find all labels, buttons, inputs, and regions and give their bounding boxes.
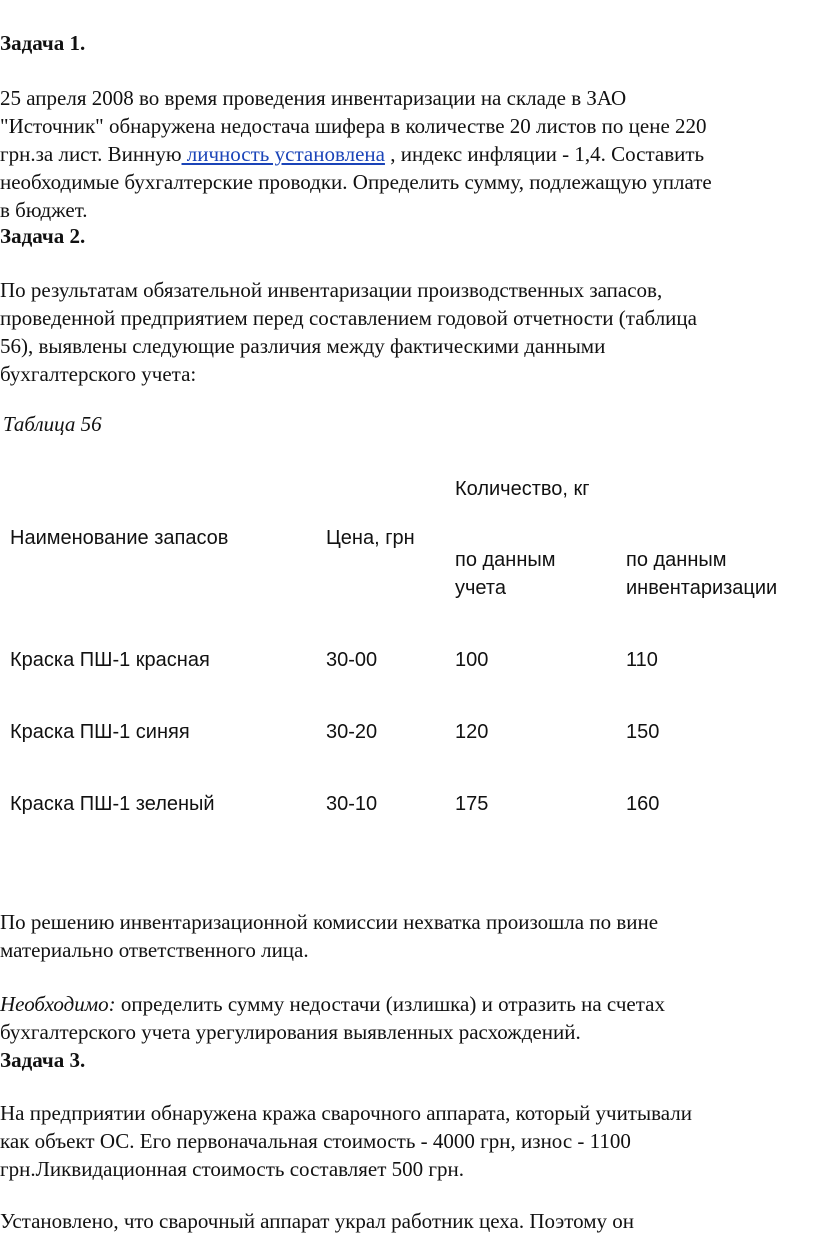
need-label: Необходимо: bbox=[0, 992, 116, 1016]
row-price: 30-20 bbox=[326, 721, 378, 743]
task2-title: Задача 2. bbox=[0, 224, 86, 248]
row-account: 120 bbox=[455, 721, 489, 743]
need-line-2: бухгалтерского учета урегулирования выявленных расхождений. bbox=[0, 1020, 581, 1044]
decision-line-1: По решению инвентаризационной комиссии нехватка произошла по вине bbox=[0, 910, 659, 934]
row-inventory: 160 bbox=[626, 793, 660, 815]
task2-need bbox=[0, 990, 814, 1046]
task1-line-3-before: грн.за лист. Винную bbox=[0, 142, 182, 166]
task3-last-line: Установлено, что сварочный аппарат украл работник цеха. Поэтому он bbox=[0, 1209, 635, 1233]
header-account-1: по данным bbox=[455, 549, 556, 571]
row-price: 30-00 bbox=[326, 649, 378, 671]
task2-intro bbox=[0, 276, 814, 388]
task2-decision bbox=[0, 908, 814, 964]
header-price: Цена, грн bbox=[326, 527, 415, 549]
row-account: 175 bbox=[455, 793, 489, 815]
header-quantity: Количество, кг bbox=[455, 478, 590, 500]
task1-line-1: 25 апреля 2008 во время проведения инвентаризации на складе в ЗАО bbox=[0, 86, 627, 110]
task2-intro-line-1: По результатам обязательной инвентаризации производственных запасов, bbox=[0, 278, 663, 302]
task1-line-4: необходимые бухгалтерские проводки. Определить сумму, подлежащую уплате bbox=[0, 170, 712, 194]
need-text: определить сумму недостачи (излишка) и отразить на счетах bbox=[115, 992, 665, 1016]
task2-intro-line-2: проведенной предприятием перед составлением годовой отчетности (таблица bbox=[0, 306, 697, 330]
row-name: Краска ПШ-1 красная bbox=[10, 649, 210, 671]
task1-line-2: "Источник" обнаружена недостача шифера в количестве 20 листов по цене 220 bbox=[0, 114, 707, 138]
task2-intro-line-4: бухгалтерского учета: bbox=[0, 362, 197, 386]
task3-line-1: На предприятии обнаружена кража сварочного аппарата, который учитывали bbox=[0, 1101, 692, 1125]
row-price: 30-10 bbox=[326, 793, 378, 815]
task1-line-5: в бюджет. bbox=[0, 198, 88, 222]
task3-title: Задача 3. bbox=[0, 1048, 86, 1072]
task1-text bbox=[0, 84, 814, 224]
task2-intro-line-3: 56), выявлены следующие различия между фактическими данными bbox=[0, 334, 606, 358]
personality-link[interactable]: личность установлена bbox=[181, 142, 385, 166]
task3-text bbox=[0, 1099, 814, 1183]
row-inventory: 110 bbox=[626, 649, 658, 671]
task1-title: Задача 1. bbox=[0, 31, 86, 55]
header-inventory-2: инвентаризации bbox=[626, 577, 778, 599]
task3-last bbox=[0, 1207, 814, 1235]
header-account-2: учета bbox=[455, 577, 506, 599]
task1-line-3-after: , индекс инфляции - 1,4. Составить bbox=[384, 142, 705, 166]
task3-line-3: грн.Ликвидационная стоимость составляет 500 грн. bbox=[0, 1157, 465, 1181]
task1-line-3 bbox=[0, 140, 814, 168]
row-inventory: 150 bbox=[626, 721, 660, 743]
header-name: Наименование запасов bbox=[10, 527, 229, 549]
decision-line-2: материально ответственного лица. bbox=[0, 938, 309, 962]
need-line-1 bbox=[0, 990, 814, 1018]
table-caption: Таблица 56 bbox=[3, 412, 102, 436]
row-name: Краска ПШ-1 зеленый bbox=[10, 793, 215, 815]
row-name: Краска ПШ-1 синяя bbox=[10, 721, 190, 743]
header-inventory-1: по данным bbox=[626, 549, 727, 571]
row-account: 100 bbox=[455, 649, 489, 671]
task3-line-2: как объект ОС. Его первоначальная стоимость - 4000 грн, износ - 1100 bbox=[0, 1129, 631, 1153]
